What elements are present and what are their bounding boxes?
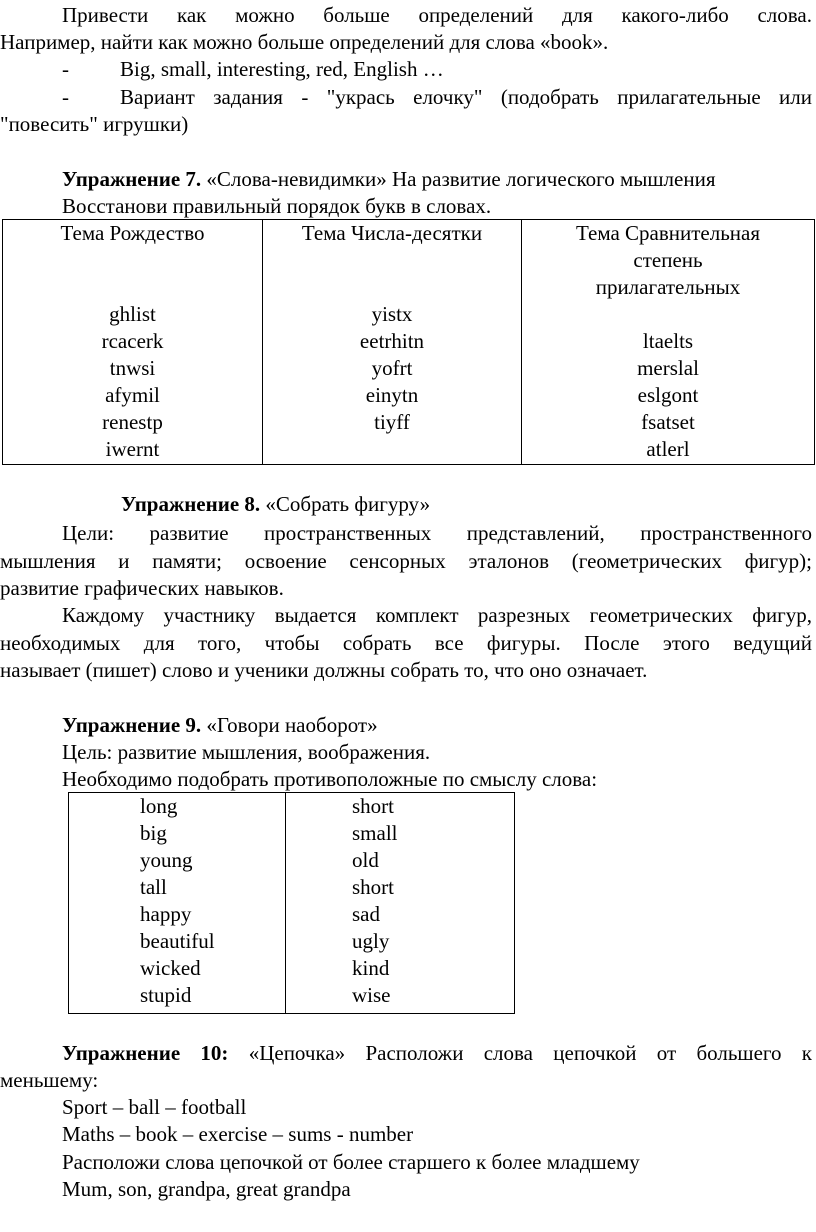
- bullet-text: Вариант задания - "укрась елочку" (подобрать прилагательные или: [120, 85, 812, 109]
- ex10-title-rest: «Цепочка» Расположи слова цепочкой от большего к: [228, 1041, 812, 1065]
- bullet-dash: -: [62, 57, 69, 81]
- ex9-title: Упражнение 9.: [62, 713, 202, 737]
- word: wicked: [140, 956, 201, 980]
- ex7-col-christmas: [3, 220, 263, 465]
- scrambled-word: einytn: [365, 383, 419, 407]
- antonym: old: [352, 848, 379, 872]
- ex10-instruction-2: Расположи слова цепочкой от более старшего к более младшему: [62, 1150, 640, 1174]
- scrambled-word: yofrt: [371, 356, 413, 380]
- scrambled-word: merslal: [637, 356, 699, 380]
- ex9-antonym-table: [68, 792, 515, 1014]
- word: beautiful: [140, 929, 215, 953]
- word: young: [140, 848, 193, 872]
- intro-bullet-1: [0, 56, 816, 83]
- scrambled-word: rcacerk: [101, 329, 164, 353]
- scrambled-word: atlerl: [646, 437, 690, 461]
- bullet-text: Big, small, interesting, red, English …: [120, 57, 444, 81]
- antonym: short: [352, 875, 394, 899]
- ex8-desc-line-2: необходимых для того, чтобы собрать все фигуры. После этого ведущий: [0, 631, 812, 655]
- antonym: small: [352, 821, 398, 845]
- antonym: ugly: [352, 929, 390, 953]
- ex8-desc-line-1: Каждому участнику выдается комплект разрезных геометрических фигур,: [62, 603, 812, 627]
- ex8-desc-line-3: называет (пишет) слово и ученики должны собрать то, что оно означает.: [0, 658, 648, 682]
- ex10-title: Упражнение 10:: [62, 1041, 229, 1065]
- scrambled-word: iwernt: [105, 437, 160, 461]
- ex7-col-comparative: [522, 220, 815, 465]
- table-header: Тема Сравнительная: [575, 221, 761, 245]
- ex9-goal: Цель: развитие мышления, воображения.: [62, 740, 431, 764]
- ex9-col-words: [69, 793, 286, 1014]
- ex10-chain-2: Maths – book – exercise – sums - number: [62, 1122, 414, 1146]
- intro-line-2: Например, найти как можно больше определений для слова «book».: [0, 30, 609, 54]
- bullet-dash: -: [62, 85, 69, 109]
- ex7-heading: [0, 166, 816, 193]
- ex7-title-rest: «Слова-невидимки» На развитие логического мышления: [201, 167, 716, 191]
- scrambled-word: ghlist: [109, 302, 156, 326]
- ex8-goals-line-1: Цели: развитие пространственных представлений, пространственного: [62, 521, 812, 545]
- word: big: [140, 821, 167, 845]
- ex9-instruction: Необходимо подобрать противоположные по смыслу слова:: [62, 767, 598, 791]
- ex7-instruction: Восстанови правильный порядок букв в словах.: [62, 194, 492, 218]
- word: tall: [140, 875, 167, 899]
- table-header: Тема Рождество: [60, 221, 205, 245]
- scrambled-word: eslgont: [637, 383, 699, 407]
- ex8-title-rest: «Собрать фигуру»: [260, 492, 431, 516]
- scrambled-word: fsatset: [641, 410, 695, 434]
- ex10-heading-cont: меньшему:: [0, 1068, 99, 1092]
- word: happy: [140, 902, 192, 926]
- table-header: Тема Числа-десятки: [301, 221, 483, 245]
- ex8-goals-line-2: мышления и памяти; освоение сенсорных эталонов (геометрических фигур);: [0, 549, 812, 573]
- scrambled-word: eetrhitn: [359, 329, 425, 353]
- ex8-heading: [0, 491, 816, 518]
- scrambled-word: tiyff: [374, 410, 410, 434]
- table-header: прилагательных: [595, 275, 741, 299]
- antonym: kind: [352, 956, 390, 980]
- scrambled-word: ltaelts: [642, 329, 694, 353]
- table-header: степень: [633, 248, 703, 272]
- scrambled-word: yistx: [371, 302, 413, 326]
- ex8-title: Упражнение 8.: [121, 492, 261, 516]
- ex10-chain-1: Sport – ball – football: [62, 1095, 247, 1119]
- intro-line-1: Привести как можно больше определений для какого-либо слова.: [62, 3, 812, 27]
- ex9-col-antonyms: [286, 793, 515, 1014]
- intro-bullet-2-cont: "повесить" игрушки): [0, 112, 189, 136]
- ex7-word-table: [2, 219, 815, 465]
- ex10-chain-3: Mum, son, grandpa, great grandpa: [62, 1177, 351, 1201]
- word: stupid: [140, 983, 192, 1007]
- ex9-heading: [0, 712, 816, 739]
- antonym: short: [352, 794, 394, 818]
- antonym: wise: [352, 983, 391, 1007]
- scrambled-word: afymil: [105, 383, 160, 407]
- word: long: [140, 794, 178, 818]
- antonym: sad: [352, 902, 380, 926]
- ex7-title: Упражнение 7.: [62, 167, 202, 191]
- ex8-goals-line-3: развитие графических навыков.: [0, 576, 284, 600]
- scrambled-word: renestp: [102, 410, 163, 434]
- ex7-col-tens: [263, 220, 522, 465]
- ex9-title-rest: «Говори наоборот»: [201, 713, 378, 737]
- scrambled-word: tnwsi: [109, 356, 156, 380]
- intro-bullet-2: [0, 84, 816, 111]
- ex10-heading: [0, 1040, 816, 1067]
